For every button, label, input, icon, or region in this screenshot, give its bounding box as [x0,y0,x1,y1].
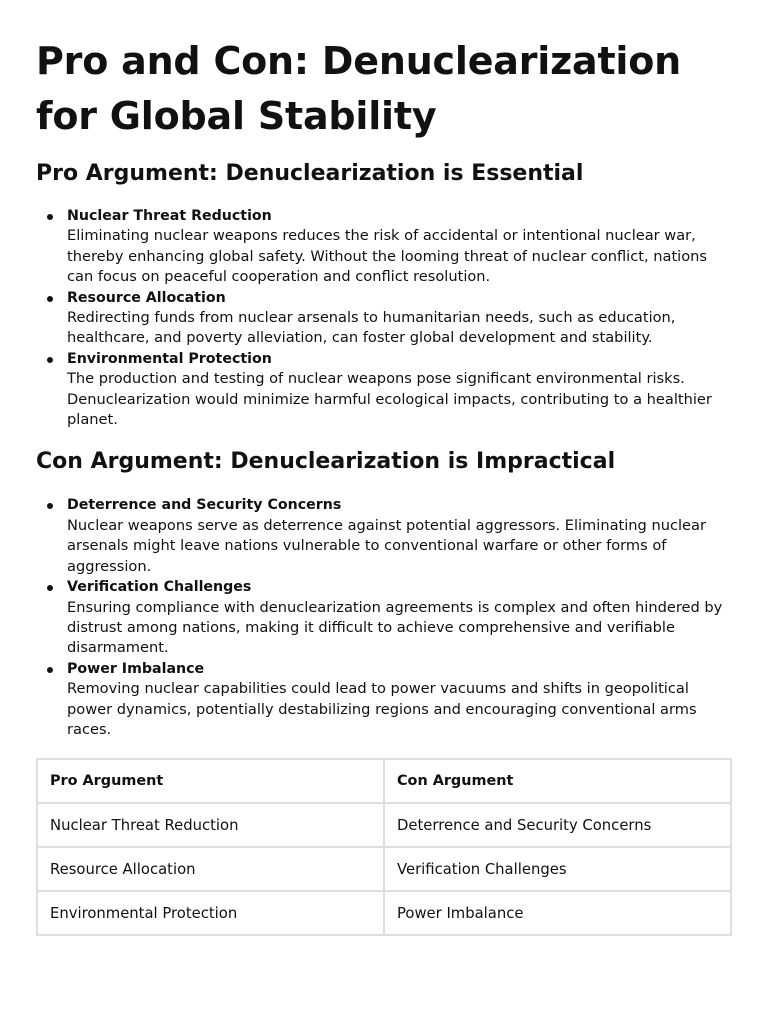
bullet-icon [47,503,53,509]
bullet-icon [47,214,53,220]
table-header-con: Con Argument [384,759,731,803]
table-cell-pro: Environmental Protection [37,891,384,935]
item-text: Ensuring compliance with denuclearization agreements is complex and often hindered by distrust among nations, making it difficult to achieve comprehensive and verifiable disarmament. [67,598,723,657]
item-text: Nuclear weapons serve as deterrence against potential aggressors. Eliminating nuclear arsenals might leave nations vulnerable to conventional warfare or other forms of aggression. [67,516,706,575]
item-text: Redirecting funds from nuclear arsenals to humanitarian needs, such as education, healthcare, and poverty alleviation, can foster global development and stability. [67,309,676,347]
page-title: Pro and Con: Denuclearization for Global Stability [36,39,681,138]
comparison-table [36,758,732,936]
table-row [37,803,731,847]
table-cell-pro: Nuclear Threat Reduction [37,803,384,847]
item-title: Verification Challenges [67,579,252,596]
table-cell-con: Power Imbalance [384,891,731,935]
list-item [67,288,732,349]
list-item [67,206,732,288]
bullet-icon [47,296,53,302]
item-title: Deterrence and Security Concerns [67,497,342,514]
table-cell-con: Verification Challenges [384,847,731,891]
list-item [67,349,732,431]
item-title: Nuclear Threat Reduction [67,208,272,224]
bullet-icon [47,357,53,363]
list-item [67,495,732,577]
list-item [67,659,732,741]
table-header-pro: Pro Argument [37,759,384,803]
table-row [37,847,731,891]
pro-heading: Pro Argument: Denuclearization is Essential [36,161,584,186]
con-list [36,495,732,740]
item-title: Resource Allocation [67,289,226,306]
list-item [67,577,732,659]
pro-list [36,206,732,430]
table-cell-con: Deterrence and Security Concerns [384,803,731,847]
item-title: Power Imbalance [67,660,205,677]
table-cell-pro: Resource Allocation [37,847,384,891]
bullet-icon [47,585,53,591]
item-title: Environmental Protection [67,350,272,367]
item-text: Removing nuclear capabilities could lead to power vacuums and shifts in geopolitical power dynamics, potentially destabilizing regions and encouraging conventional arms races. [67,680,697,738]
table-header-row [37,759,731,803]
item-text: Eliminating nuclear weapons reduces the risk of accidental or intentional nuclear war, thereby enhancing global safety. Without the looming threat of nuclear conflict, nations can focus on peaceful cooperation and conflict resolution. [67,227,708,286]
item-text: The production and testing of nuclear weapons pose significant environmental risks. Denuclearization would minimize harmful ecological impacts, contributing to a healthier planet. [67,370,712,429]
bullet-icon [47,667,53,673]
con-heading: Con Argument: Denuclearization is Impractical [36,449,616,475]
table-row [37,891,731,935]
